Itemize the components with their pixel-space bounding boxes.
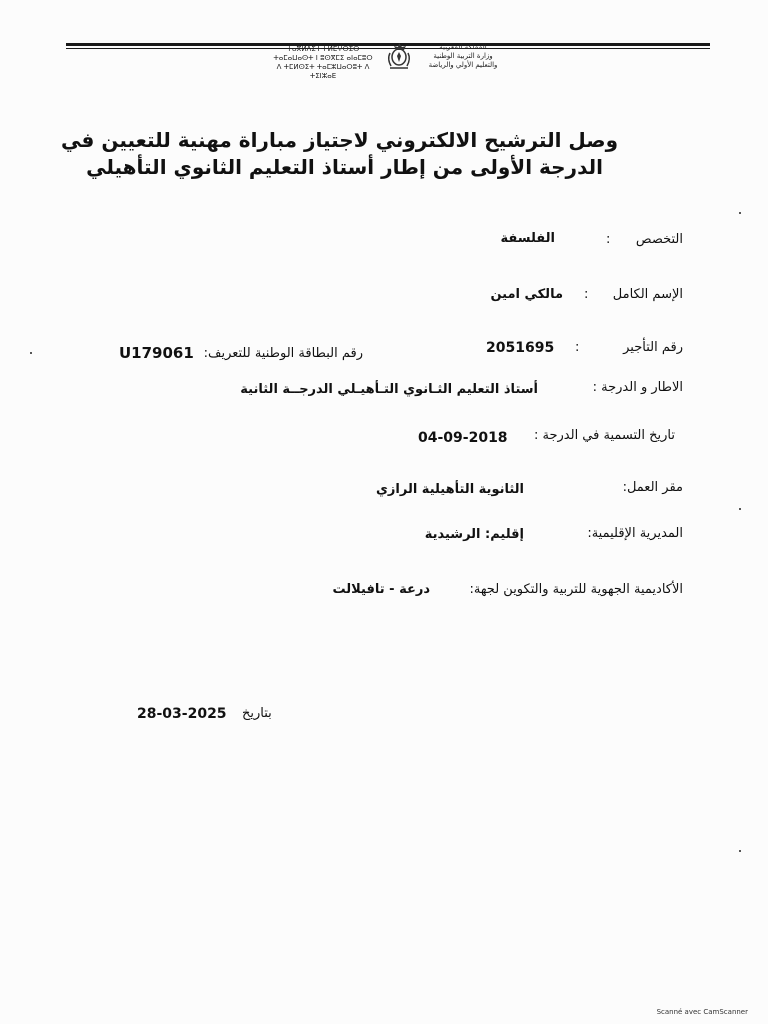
payroll-label: رقم التأجير — [623, 340, 683, 355]
payroll-value: 2051695 — [486, 340, 555, 356]
fullname-value: مالكي امين — [490, 287, 563, 302]
academy-label: الأكاديمية الجهوية للتربية والتكوين لجهة: — [469, 582, 683, 597]
header-arabic — [418, 43, 508, 70]
workplace-value: الثانوية التأهيلية الرازي — [376, 482, 524, 497]
royal-emblem-icon — [384, 41, 414, 71]
national-id-value: U179061 — [119, 344, 194, 362]
payroll-sep: : — [575, 340, 580, 355]
national-id-label: رقم البطاقة الوطنية للتعريف: — [203, 346, 363, 361]
specialty-value: الفلسفة — [500, 231, 555, 246]
grade-value: أستاذ التعليم الثـانوي التـأهيـلي الدرجــة الثانية — [240, 382, 538, 397]
date-value: 28-03-2025 — [137, 706, 227, 722]
fullname-sep: : — [584, 287, 589, 302]
header-tifinagh — [268, 45, 378, 81]
scan-speck — [30, 352, 32, 354]
academy-value: درعة - تافيلالت — [332, 582, 430, 597]
directorate-value: إقليم: الرشيدية — [424, 527, 524, 542]
arabic-header-line: والتعليم الأولي والرياضة — [428, 61, 498, 69]
specialty-sep: : — [606, 232, 611, 247]
appointment-date-label: تاريخ التسمية في الدرجة : — [533, 428, 675, 443]
date-label: بتاريخ — [242, 706, 272, 721]
scan-speck — [739, 212, 741, 214]
fullname-label: الإسم الكامل — [612, 287, 683, 302]
arabic-header-line: المملكة المغربية — [439, 43, 487, 51]
scan-speck — [739, 850, 741, 852]
arabic-header-line: وزارة التربية الوطنية — [433, 52, 493, 60]
appointment-date-value: 04-09-2018 — [418, 430, 508, 446]
tifinagh-line: ⴷ ⵜⵎⵍⵙⵉⵜ ⵜⴰⵎⵣⵡⴰⵔⵓⵜ ⴷ ⵜⵉⵏⵣⴰⴹ — [276, 63, 370, 80]
specialty-label: التخصص — [635, 232, 683, 247]
workplace-label: مقر العمل: — [622, 480, 683, 495]
grade-label: الاطار و الدرجة : — [592, 380, 683, 395]
tifinagh-line: ⵜⴰⴳⵍⴷⵉⵜ ⵏ ⵍⵎⵖⵔⵉⴱ — [286, 45, 360, 53]
title-line-1: وصل الترشيح الالكتروني لاجتياز مباراة مهنية للتعيين في — [61, 128, 618, 152]
scanner-note: Scanné avec CamScanner — [656, 1008, 748, 1016]
scan-speck — [739, 508, 741, 510]
title-line-2: الدرجة الأولى من إطار أستاذ التعليم الثانوي التأهيلي — [86, 155, 603, 179]
tifinagh-line: ⵜⴰⵎⴰⵡⴰⵙⵜ ⵏ ⵓⵙⴳⵎⵉ ⴰⵏⴰⵎⵓⵔ — [273, 54, 373, 62]
directorate-label: المديرية الإقليمية: — [587, 526, 683, 541]
